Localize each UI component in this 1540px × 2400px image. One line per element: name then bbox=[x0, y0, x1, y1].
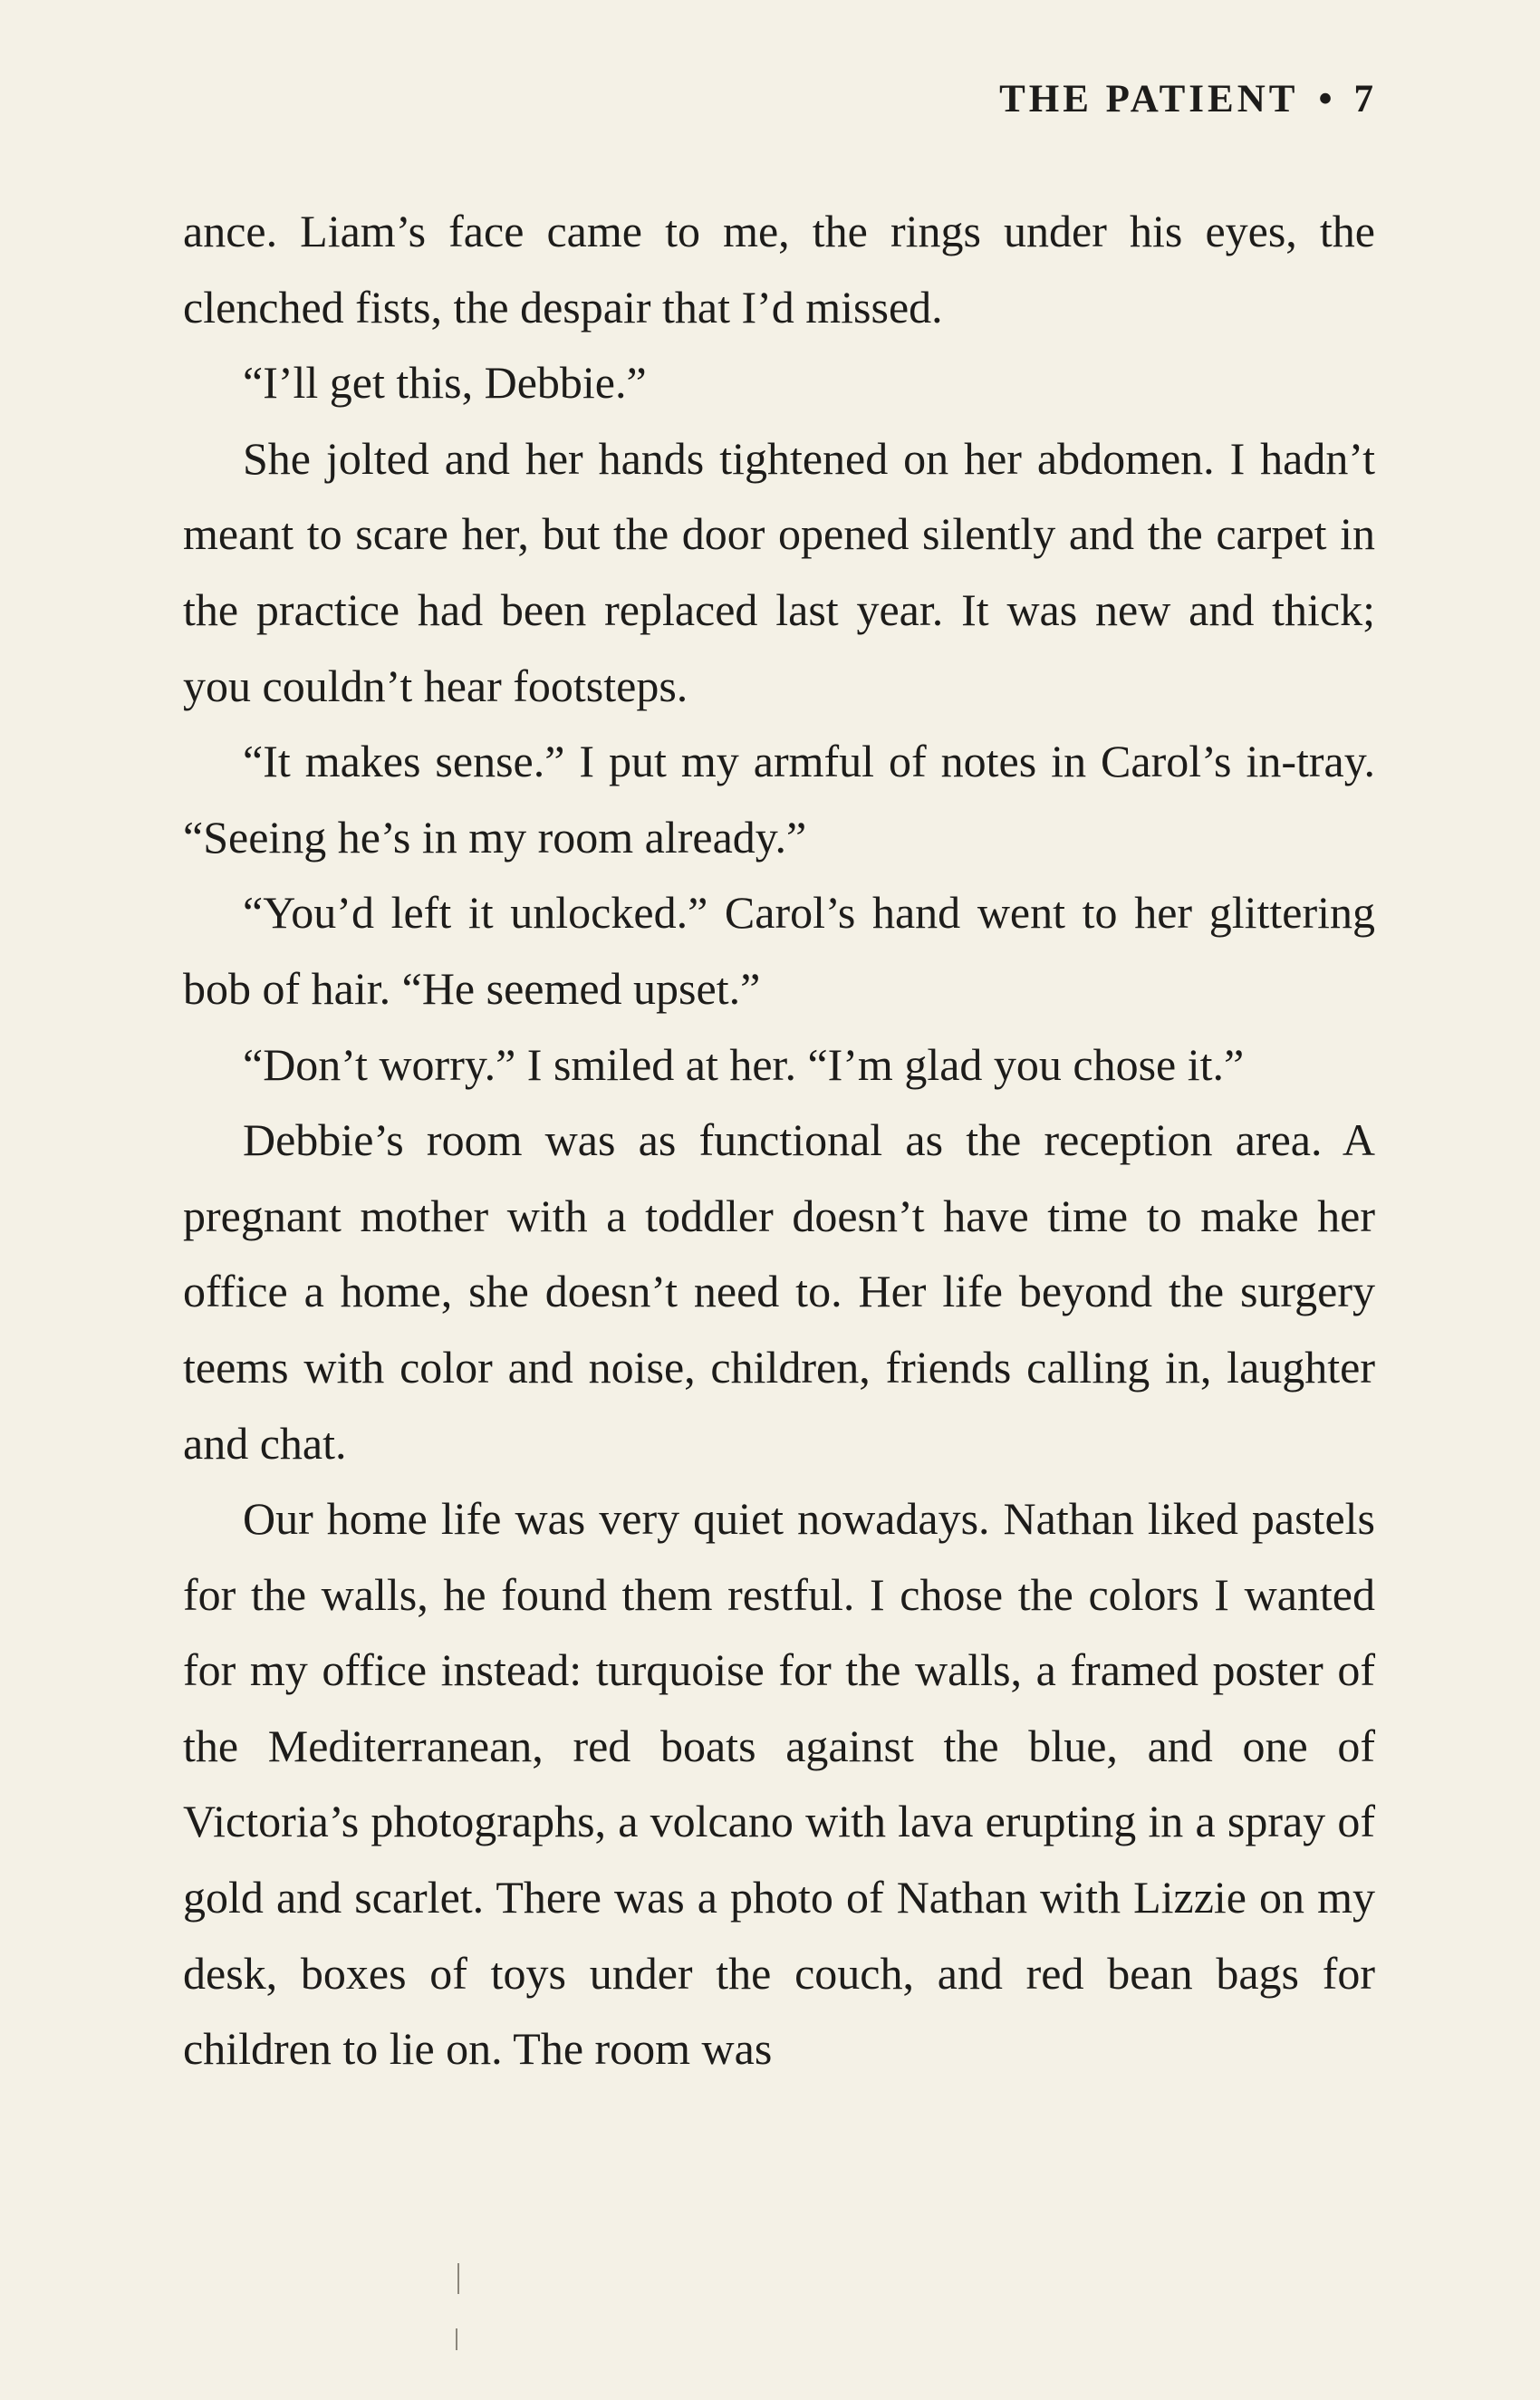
running-header-title: THE PATIENT bbox=[999, 78, 1299, 120]
paragraph: “You’d left it unlocked.” Carol’s hand went to her glittering bob of hair. “He seemed upset.” bbox=[183, 887, 1375, 1014]
running-header bbox=[999, 72, 1377, 127]
paragraph: “It makes sense.” I put my armful of notes in Carol’s in-tray. “Seeing he’s in my room already.” bbox=[183, 736, 1375, 863]
paragraph: Debbie’s room was as functional as the reception area. A pregnant mother with a toddler doesn’t have time to make her office a home, she doesn’t need to. Her life beyond the surgery teems with color and noise, children, friends calling in, laughter and chat. bbox=[183, 1114, 1375, 1469]
header-separator: • bbox=[1318, 78, 1336, 120]
paragraph-continued: ance. Liam’s face came to me, the rings under his eyes, the clenched fists, the despair that I’d missed. bbox=[183, 206, 1375, 333]
page-number: 7 bbox=[1353, 78, 1377, 120]
body-text bbox=[183, 194, 1375, 2087]
scan-mark bbox=[456, 2328, 457, 2350]
paragraph: Our home life was very quiet nowadays. Nathan liked pastels for the walls, he found them restful. I chose the colors I wanted for my office instead: turquoise for the walls, a framed poster of the Mediterranean, red boats against the blue, and one of Victoria’s photographs, a volcano with lava erupting in a spray of gold and scarlet. There was a photo of Nathan with Lizzie on my desk, boxes of toys under the couch, and red bean bags for children to lie on. The room was bbox=[183, 1493, 1375, 2075]
paragraph: “Don’t worry.” I smiled at her. “I’m glad you chose it.” bbox=[243, 1038, 1245, 1090]
paragraph: She jolted and her hands tightened on her abdomen. I hadn’t meant to scare her, but the door opened silently and the carpet in the practice had been replaced last year. It was new and thick; you couldn’t hear footsteps. bbox=[183, 432, 1375, 711]
scan-mark bbox=[457, 2263, 459, 2294]
paragraph: “I’ll get this, Debbie.” bbox=[243, 357, 647, 409]
